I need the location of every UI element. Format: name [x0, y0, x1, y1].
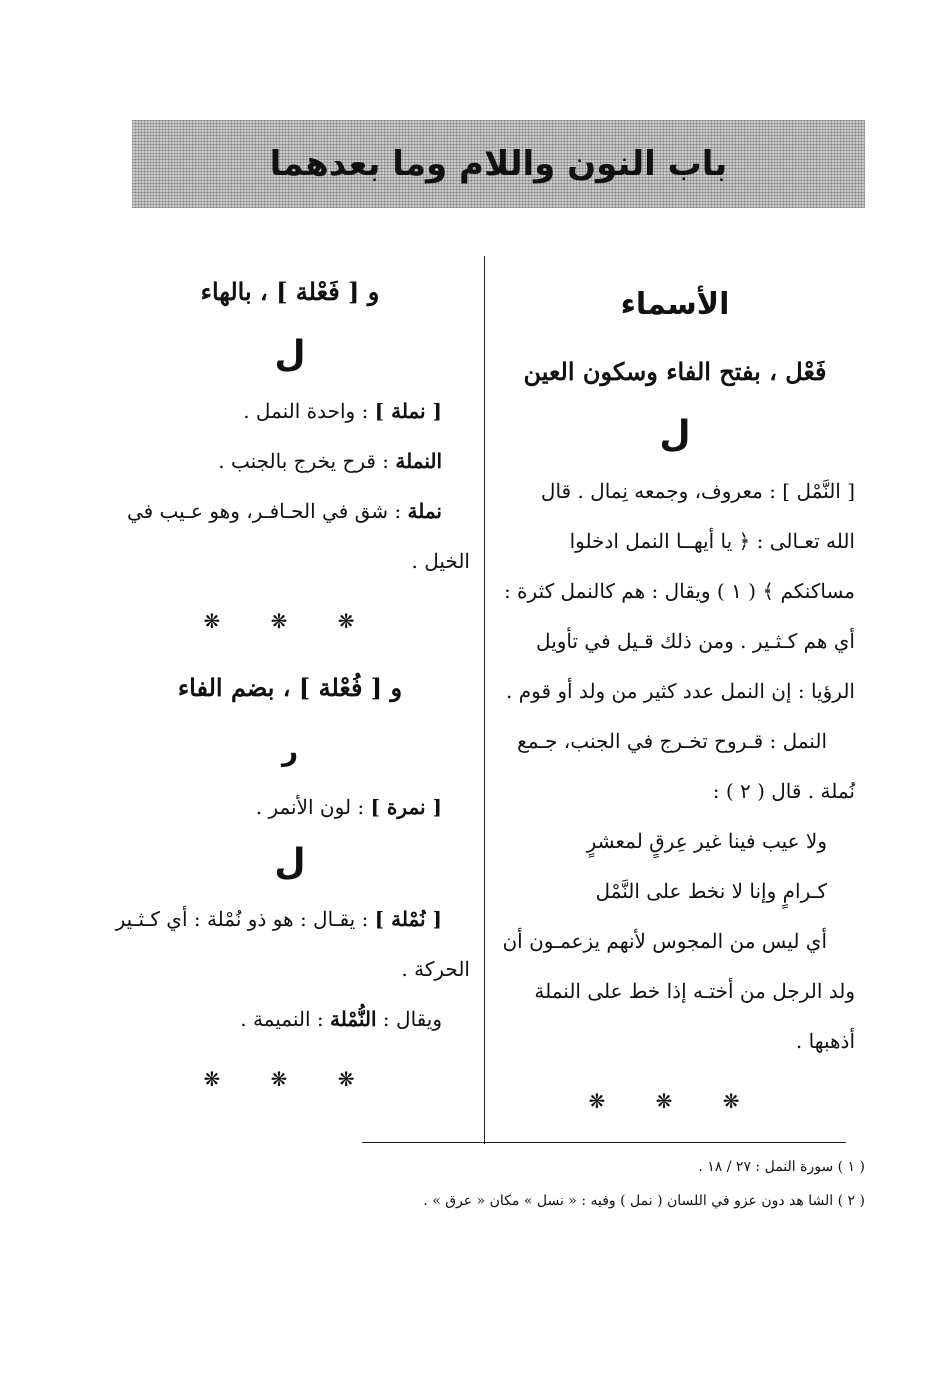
pattern-title: فَعْل ، بفتح الفاء وسكون العين — [523, 357, 827, 386]
text-line: الله تعـالى : ﴿ يا أيهــا النمل ادخلوا — [569, 529, 855, 553]
footnote-rule — [362, 1142, 846, 1143]
section-title: الأسماء — [620, 287, 730, 322]
entry — [110, 486, 470, 536]
letter-heading: ر — [281, 734, 299, 767]
text-line: أذهبها . — [795, 1029, 855, 1053]
text-line: [ النَّمْل ] : معروف، وجمعه نِمال . قال — [540, 479, 855, 503]
entry-definition: : شق في الحـافـر، وهو عـيب في — [126, 499, 408, 523]
text-line: نُملة . قال ( ٢ ) : — [712, 779, 855, 803]
left-column — [110, 260, 470, 1114]
entry-definition: : قرح يخرج بالجنب . — [218, 449, 396, 473]
chapter-banner — [132, 120, 865, 208]
entry-term: النملة — [395, 449, 442, 473]
entry — [110, 782, 470, 832]
pattern-heading: و [ فُعْلة ] ، بضم الفاء — [177, 673, 403, 702]
entry-term: [ نمرة ] — [370, 795, 442, 819]
right-column — [495, 270, 855, 1136]
entry — [110, 436, 470, 486]
section-separator: ❋ ❋ ❋ — [203, 1067, 377, 1091]
entry-definition: : يقـال : هو ذو نُمْلة : أي كـثـير — [115, 907, 375, 931]
entry-term: النُّمْلة — [329, 1007, 377, 1031]
entry — [110, 994, 470, 1044]
chapter-title: باب النون واللام وما بعدهما — [269, 144, 728, 184]
letter-heading: ل — [659, 414, 691, 455]
text-line: مساكنكم ﴾ ( ١ ) ويقال : هم كالنمل كثرة : — [503, 579, 855, 603]
footnote: ( ٢ ) الشا هد دون عزو في اللسان ( نمل ) وفيه : « نسل » مكان « عرق » . — [423, 1193, 865, 1209]
footnotes — [300, 1150, 865, 1218]
section-separator: ❋ ❋ ❋ — [203, 609, 377, 633]
entry-term: [ نُمْلة ] — [374, 907, 442, 931]
text-line: الرؤيا : إن النمل عدد كثير من ولد أو قوم . — [506, 679, 855, 703]
entry-term: [ نملة ] — [374, 399, 442, 423]
text-line: الخيل . — [411, 549, 470, 573]
entry — [110, 894, 470, 944]
letter-heading: ل — [274, 842, 306, 883]
entry-definition: : واحدة النمل . — [243, 399, 375, 423]
entry-definition: : لون الأنمر . — [255, 795, 371, 819]
entry-prefix: ويقال : — [376, 1007, 442, 1031]
text-line: الحركة . — [401, 957, 470, 981]
entry-term: نملة — [407, 499, 442, 523]
text-line: أي ليس من المجوس لأنهم يزعمـون أن — [502, 929, 827, 953]
pattern-heading: و [ فَعْلة ] ، بالهاء — [200, 277, 380, 306]
section-separator: ❋ ❋ ❋ — [588, 1089, 762, 1113]
letter-heading: ل — [274, 334, 306, 375]
text-line: أي هم كـثـير . ومن ذلك قـيل في تأويل — [536, 629, 855, 653]
verse-line: ولا عيب فينا غير عِرقٍ لمعشرٍ — [586, 829, 827, 853]
entry-definition: : النميمة . — [240, 1007, 330, 1031]
verse-line: كـرامٍ وإنا لا نخط على النَّمْل — [595, 879, 827, 903]
text-line: النمل : قـروح تخـرج في الجنب، جـمع — [517, 729, 827, 753]
text-line: ولد الرجل من أختـه إذا خط على النملة — [534, 979, 855, 1003]
footnote: ( ١ ) سورة النمل : ٢٧ / ١٨ . — [698, 1159, 865, 1175]
column-divider — [484, 256, 485, 1144]
entry — [110, 386, 470, 436]
